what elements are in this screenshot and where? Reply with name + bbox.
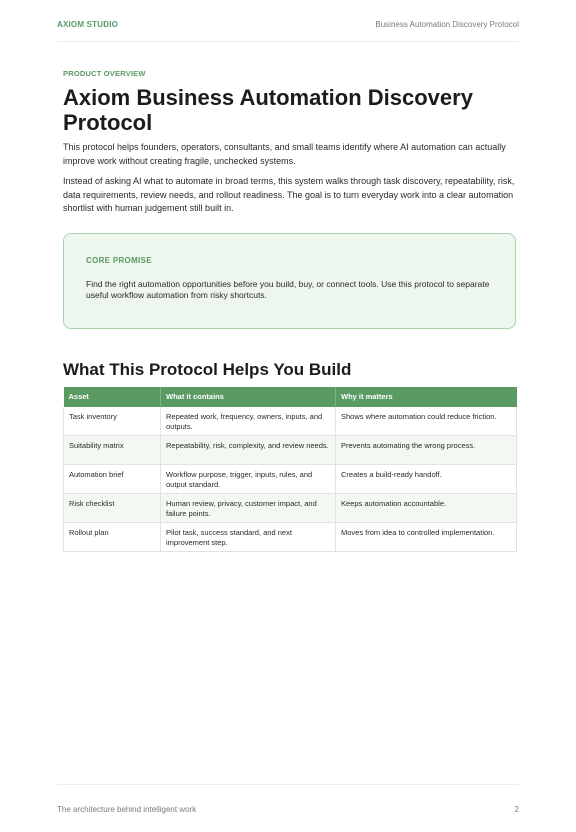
header-doc-title: Business Automation Discovery Protocol — [375, 20, 519, 29]
brand-name: AXIOM STUDIO — [57, 20, 119, 29]
footer-tagline: The architecture behind intelligent work — [57, 805, 197, 814]
table-row — [64, 494, 517, 523]
table-cell: Risk checklist — [64, 494, 161, 523]
table-cell: Rollout plan — [64, 523, 161, 552]
table-cell: Moves from idea to controlled implementation. — [336, 523, 517, 552]
column-header-contents: What it contains — [161, 387, 336, 407]
table-cell: Automation brief — [64, 465, 161, 494]
table-cell: Pilot task, success standard, and next improvement step. — [161, 523, 336, 552]
table-cell: Workflow purpose, trigger, inputs, rules, and output standard. — [161, 465, 336, 494]
table-row — [64, 465, 517, 494]
table-cell: Human review, privacy, customer impact, and failure points. — [161, 494, 336, 523]
table-cell: Shows where automation could reduce friction. — [336, 407, 517, 436]
table-cell: Creates a build-ready handoff. — [336, 465, 517, 494]
column-header-why: Why it matters — [336, 387, 517, 407]
table-cell: Repeated work, frequency, owners, inputs, and outputs. — [161, 407, 336, 436]
description-paragraph: Instead of asking AI what to automate in broad terms, this system walks through task discovery, repeatability, risk, data requirements, review needs, and rollout readiness. The goal is to turn everyday work into a clear automation shortlist with human judgement still built in. — [63, 176, 515, 213]
table-cell: Prevents automating the wrong process. — [336, 436, 517, 465]
table-cell: Repeatability, risk, complexity, and review needs. — [161, 436, 336, 465]
intro-paragraph: This protocol helps founders, operators, consultants, and small teams identify where AI automation can actually improve work without creating fragile, unchecked systems. — [63, 142, 506, 166]
table-cell: Suitability matrix — [64, 436, 161, 465]
assets-table — [63, 387, 517, 553]
table-header-row — [64, 387, 517, 407]
table-cell: Task inventory — [64, 407, 161, 436]
main-content — [63, 69, 516, 552]
page-number: 2 — [514, 805, 519, 814]
page-title: Axiom Business Automation Discovery Protocol — [63, 85, 473, 135]
page-footer — [57, 784, 519, 814]
section-eyebrow: PRODUCT OVERVIEW — [63, 69, 146, 78]
callout-text: Find the right automation opportunities before you build, buy, or connect tools. Use this protocol to separate useful workflow automation from risky shortcuts. — [86, 278, 490, 300]
table-cell: Keeps automation accountable. — [336, 494, 517, 523]
section-title: What This Protocol Helps You Build — [63, 359, 352, 379]
column-header-asset: Asset — [64, 387, 161, 407]
callout-label: CORE PROMISE — [86, 255, 152, 265]
core-promise-callout — [63, 233, 516, 329]
table-row — [64, 436, 517, 465]
table-row — [64, 523, 517, 552]
page-header — [57, 20, 519, 42]
table-row — [64, 407, 517, 436]
